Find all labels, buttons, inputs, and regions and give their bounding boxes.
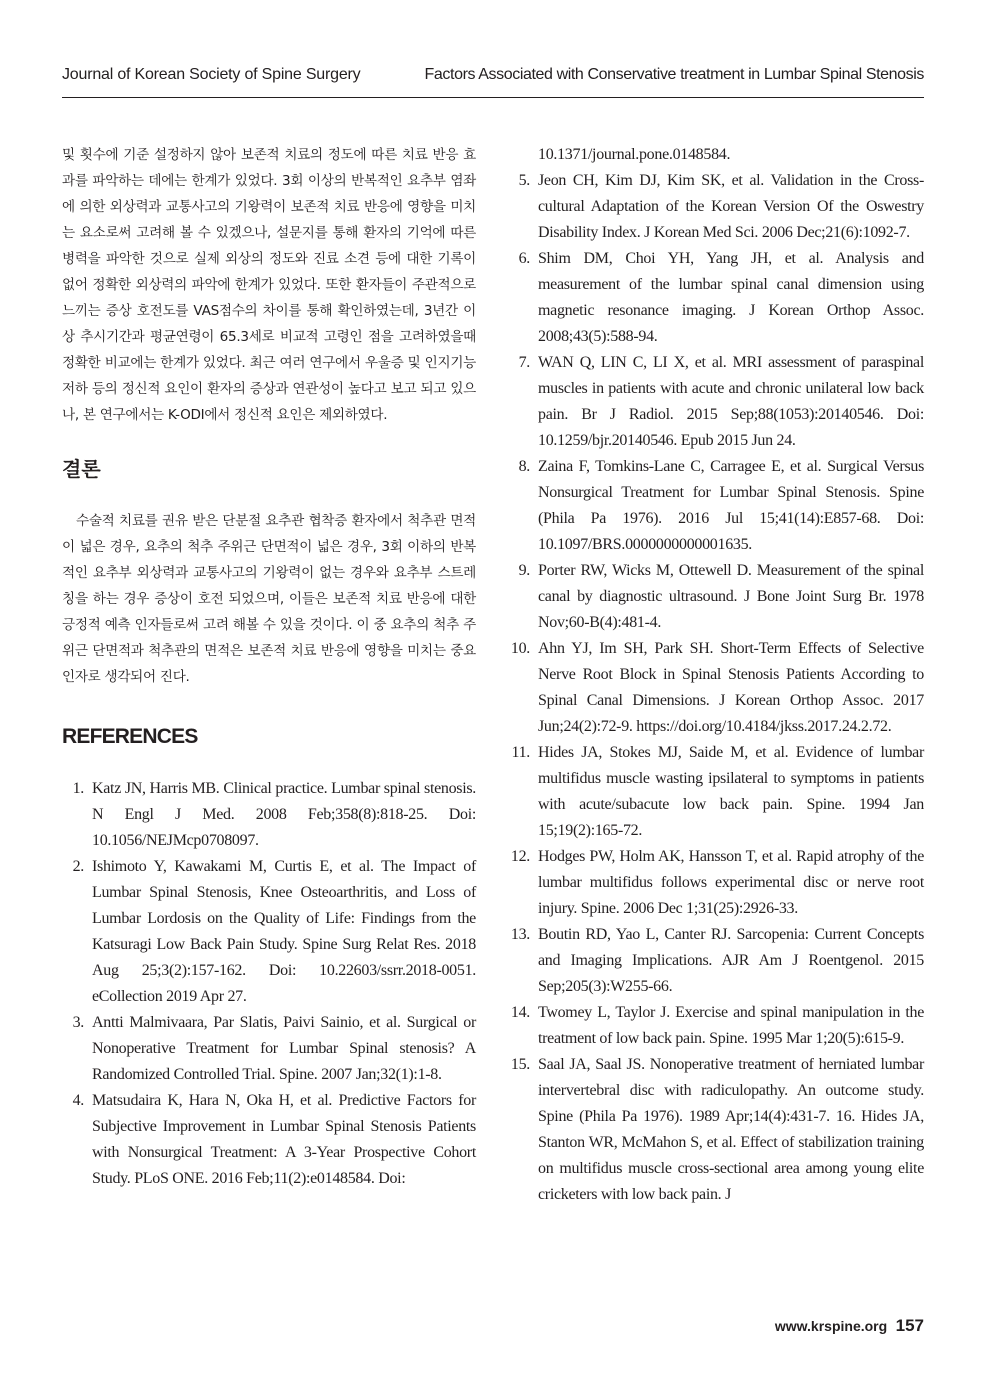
reference-item: 8. Zaina F, Tomkins-Lane C, Carragee E, et al. Surgical Versus Nonsurgical Treatment for Lumbar Spinal Stenosis. Spine (Phila Pa 1976). 2016 Jul 15;41(14):E857-68. Doi: 10.1097/BRS.0000000000001635. xyxy=(518,458,924,553)
page-footer xyxy=(775,1316,924,1336)
left-column xyxy=(62,142,476,1192)
reference-item: 2. Ishimoto Y, Kawakami M, Curtis E, et al. The Impact of Lumbar Spinal Stenosis, Knee Osteoarthritis, and Loss of Lumbar Lordosis on the Quality of Life: Findings from the Katsuragi Low Back Pain Study. Spine Surg Relat Res. 2018 Aug 25;3(2):157-162. Doi: 10.22603/ssrr.2018-0051. eCollection 2019 Apr 27. xyxy=(72,858,476,1005)
reference-list-left xyxy=(62,776,476,1192)
conclusion-paragraph: 수술적 치료를 권유 받은 단분절 요추관 협착증 환자에서 척추관 면적이 넓은 경우, 요추의 척추 주위근 단면적이 넓은 경우, 3회 이하의 반복적인 요추부 외상력과 교통사고의 기왕력이 없는 경우와 요추부 스트레칭을 하는 경우 증상이 호전 되었으며, 이들은 보존적 치료 반응에 대한 긍정적 예측 인자들로써 고려 해볼 수 있을 것이다. 이 중 요추의 척추 주위근 단면적과 척추관의 면적은 보존적 치료 반응에 영향을 미치는 중요 인자로 생각되어 진다. xyxy=(62,513,476,685)
reference-continuation: 10.1371/journal.pone.0148584. xyxy=(538,146,731,163)
right-column xyxy=(508,142,924,1208)
reference-item: 9. Porter RW, Wicks M, Ottewell D. Measurement of the spinal canal by diagnostic ultrasound. J Bone Joint Surg Br. 1978 Nov;60-B(4):481-4. xyxy=(518,562,924,631)
reference-item: 15. Saal JA, Saal JS. Nonoperative treatment of herniated lumbar intervertebral disc with radiculopathy. An outcome study. Spine (Phila Pa 1976). 1989 Apr;14(4):431-7. 16. Hides JA, Stanton WR, McMahon S, et al. Effect of stabilization training on multifidus muscle cross-sectional area among young elite cricketers with low back pain. J xyxy=(510,1056,924,1203)
header-divider xyxy=(62,97,924,98)
reference-item: 6. Shim DM, Choi YH, Yang JH, et al. Analysis and measurement of the lumbar spinal canal dimension using magnetic resonance imaging. J Korean Orthop Assoc. 2008;43(5):588-94. xyxy=(518,250,924,345)
discussion-paragraph: 및 횟수에 기준 설정하지 않아 보존적 치료의 정도에 따른 치료 반응 효과를 파악하는 데에는 한계가 있었다. 3회 이상의 반복적인 요추부 염좌에 의한 외상력과 교통사고의 기왕력이 보존적 치료 반응에 영향을 미치는 요소로써 고려해 볼 수 있겠으나, 설문지를 통해 환자의 기억에 따른 병력을 파악한 것으로 실제 외상의 정도와 진료 소견 등에 대한 기록이 없어 정확한 외상력의 파악에 한계가 있었다. 또한 환자들이 주관적으로 느끼는 증상 호전도를 VAS점수의 차이를 통해 확인하였는데, 3년간 이상 추시기간과 평균연령이 65.3세로 비교적 고령인 점을 고려하였을때 정확한 비교에는 한계가 있었다. 최근 여러 연구에서 우울증 및 인지기능 저하 등의 정신적 요인이 환자의 증상과 연관성이 높다고 보고 되고 있으나, 본 연구에서는 K-ODI에서 정신적 요인은 제외하였다. xyxy=(62,147,476,423)
reference-item: 14. Twomey L, Taylor J. Exercise and spinal manipulation in the treatment of low back pain. Spine. 1995 Mar 1;20(5):615-9. xyxy=(510,1004,924,1047)
references-heading: REFERENCES xyxy=(62,725,198,748)
reference-item: 3. Antti Malmivaara, Par Slatis, Paivi Sainio, et al. Surgical or Nonoperative Treatment for Lumbar Spinal stenosis? A Randomized Controlled Trial. Spine. 2007 Jan;32(1):1-8. xyxy=(72,1014,476,1083)
reference-item: 1. Katz JN, Harris MB. Clinical practice. Lumbar spinal stenosis. N Engl J Med. 2008 Feb;358(8):818-25. Doi: 10.1056/NEJMcp0708097. xyxy=(72,780,476,849)
page-header xyxy=(62,66,924,96)
reference-item: 11. Hides JA, Stokes MJ, Saide M, et al. Evidence of lumbar multifidus muscle wasting ipsilateral to symptoms in patients with acute/subacute low back pain. Spine. 1994 Jan 15;19(2):165-72. xyxy=(511,744,924,839)
journal-website: www.krspine.org xyxy=(774,1318,888,1334)
reference-item: 7. WAN Q, LIN C, LI X, et al. MRI assessment of paraspinal muscles in patients with acute and chronic unilateral low back pain. Br J Radiol. 2015 Sep;88(1053):20140546. Doi: 10.1259/bjr.20140546. Epub 2015 Jun 24. xyxy=(518,354,924,449)
page-number: 157 xyxy=(895,1316,924,1335)
reference-item: 12. Hodges PW, Holm AK, Hansson T, et al. Rapid atrophy of the lumbar multifidus follows experimental disc or nerve root injury. Spine. 2006 Dec 1;31(25):2926-33. xyxy=(510,848,924,917)
conclusion-heading: 결론 xyxy=(62,457,101,481)
reference-item: 10. Ahn YJ, Im SH, Park SH. Short-Term Effects of Selective Nerve Root Block in Spinal Stenosis Patients According to Spinal Canal Dimensions. J Korean Orthop Assoc. 2017 Jun;24(2):72-9. https://doi.org/10.4184/jkss.2017.24.2.72. xyxy=(510,640,924,735)
reference-list-right xyxy=(508,168,924,1208)
running-title: Factors Associated with Conservative treatment in Lumbar Spinal Stenosis xyxy=(424,66,924,83)
reference-item: 4. Matsudaira K, Hara N, Oka H, et al. Predictive Factors for Subjective Improvement in Lumbar Spinal Stenosis Patients with Nonsurgical Treatment: A 3-Year Prospective Cohort Study. PLoS ONE. 2016 Feb;11(2):e0148584. Doi: xyxy=(72,1092,476,1187)
reference-item: 5. Jeon CH, Kim DJ, Kim SK, et al. Validation in the Cross-cultural Adaptation of the Korean Version Of the Oswestry Disability Index. J Korean Med Sci. 2006 Dec;21(6):1092-7. xyxy=(518,172,924,241)
reference-item: 13. Boutin RD, Yao L, Canter RJ. Sarcopenia: Current Concepts and Imaging Implications. AJR Am J Roentgenol. 2015 Sep;205(3):W255-66. xyxy=(510,926,924,995)
journal-name: Journal of Korean Society of Spine Surgery xyxy=(62,66,361,83)
